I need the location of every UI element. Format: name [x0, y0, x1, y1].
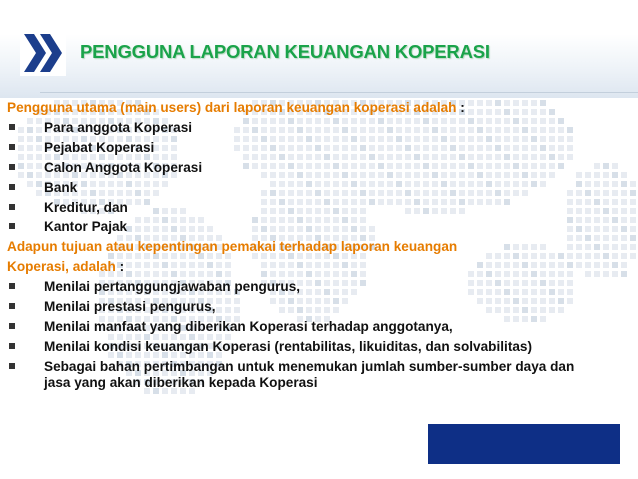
list-item [7, 118, 627, 138]
square-bullet-icon [9, 124, 15, 130]
intro-colon: : [456, 100, 465, 115]
square-bullet-icon [9, 144, 15, 150]
list-item [7, 339, 627, 355]
header-divider [40, 92, 638, 93]
square-bullet-icon [9, 363, 15, 369]
list-item-text: Sebagai bahan pertimbangan untuk menemukan jumlah sumber-sumber daya dan jasa yang akan diberikan kepada Koperasi [44, 358, 575, 390]
list-item [7, 217, 627, 237]
intro-text: Pengguna utama (main users) dari laporan keuangan koperasi adalah [7, 100, 457, 115]
purposes-list [7, 277, 627, 391]
list-item [7, 138, 627, 158]
list-item-text: Menilai prestasi pengurus, [44, 299, 216, 315]
purpose-heading-line1: Adapun tujuan atau kepentingan pemakai terhadap laporan keuangan [7, 239, 458, 255]
users-list [7, 118, 627, 237]
square-bullet-icon [9, 184, 15, 190]
list-item-text: Bank [44, 179, 78, 195]
corner-accent-box [428, 424, 620, 464]
list-item-text: Menilai kondisi keuangan Koperasi (rentabilitas, likuiditas, dan solvabilitas) [44, 338, 532, 354]
square-bullet-icon [9, 283, 15, 289]
list-item-text: Menilai manfaat yang diberikan Koperasi terhadap anggotanya, [44, 318, 453, 334]
purpose-colon: : [115, 259, 125, 275]
intro-line [7, 98, 627, 118]
purpose-heading-line2 [7, 257, 627, 277]
list-item [7, 297, 627, 317]
square-bullet-icon [9, 343, 15, 349]
list-item [7, 277, 627, 297]
list-item-text: Para anggota Koperasi [44, 119, 193, 135]
list-item [7, 178, 627, 198]
list-item [7, 317, 627, 337]
slide-body [7, 98, 627, 395]
square-bullet-icon [9, 323, 15, 329]
square-bullet-icon [9, 204, 15, 210]
list-item-text: Pejabat Koperasi [44, 139, 155, 155]
list-item-text: Calon Anggota Koperasi [44, 159, 203, 175]
list-item-text: Kreditur, dan [44, 199, 128, 215]
list-item [7, 158, 627, 178]
list-item [7, 198, 627, 218]
square-bullet-icon [9, 223, 15, 229]
slide-title: PENGGUNA LAPORAN KEUANGAN KOPERASI [80, 41, 490, 62]
square-bullet-icon [9, 303, 15, 309]
purpose-heading-text: Koperasi, adalah [7, 259, 116, 275]
list-item-text: Menilai pertanggungjawaban pengurus, [44, 279, 301, 295]
list-item [7, 359, 627, 391]
square-bullet-icon [9, 164, 15, 170]
list-item-text: Kantor Pajak [44, 219, 128, 235]
double-chevron-icon [20, 30, 66, 76]
